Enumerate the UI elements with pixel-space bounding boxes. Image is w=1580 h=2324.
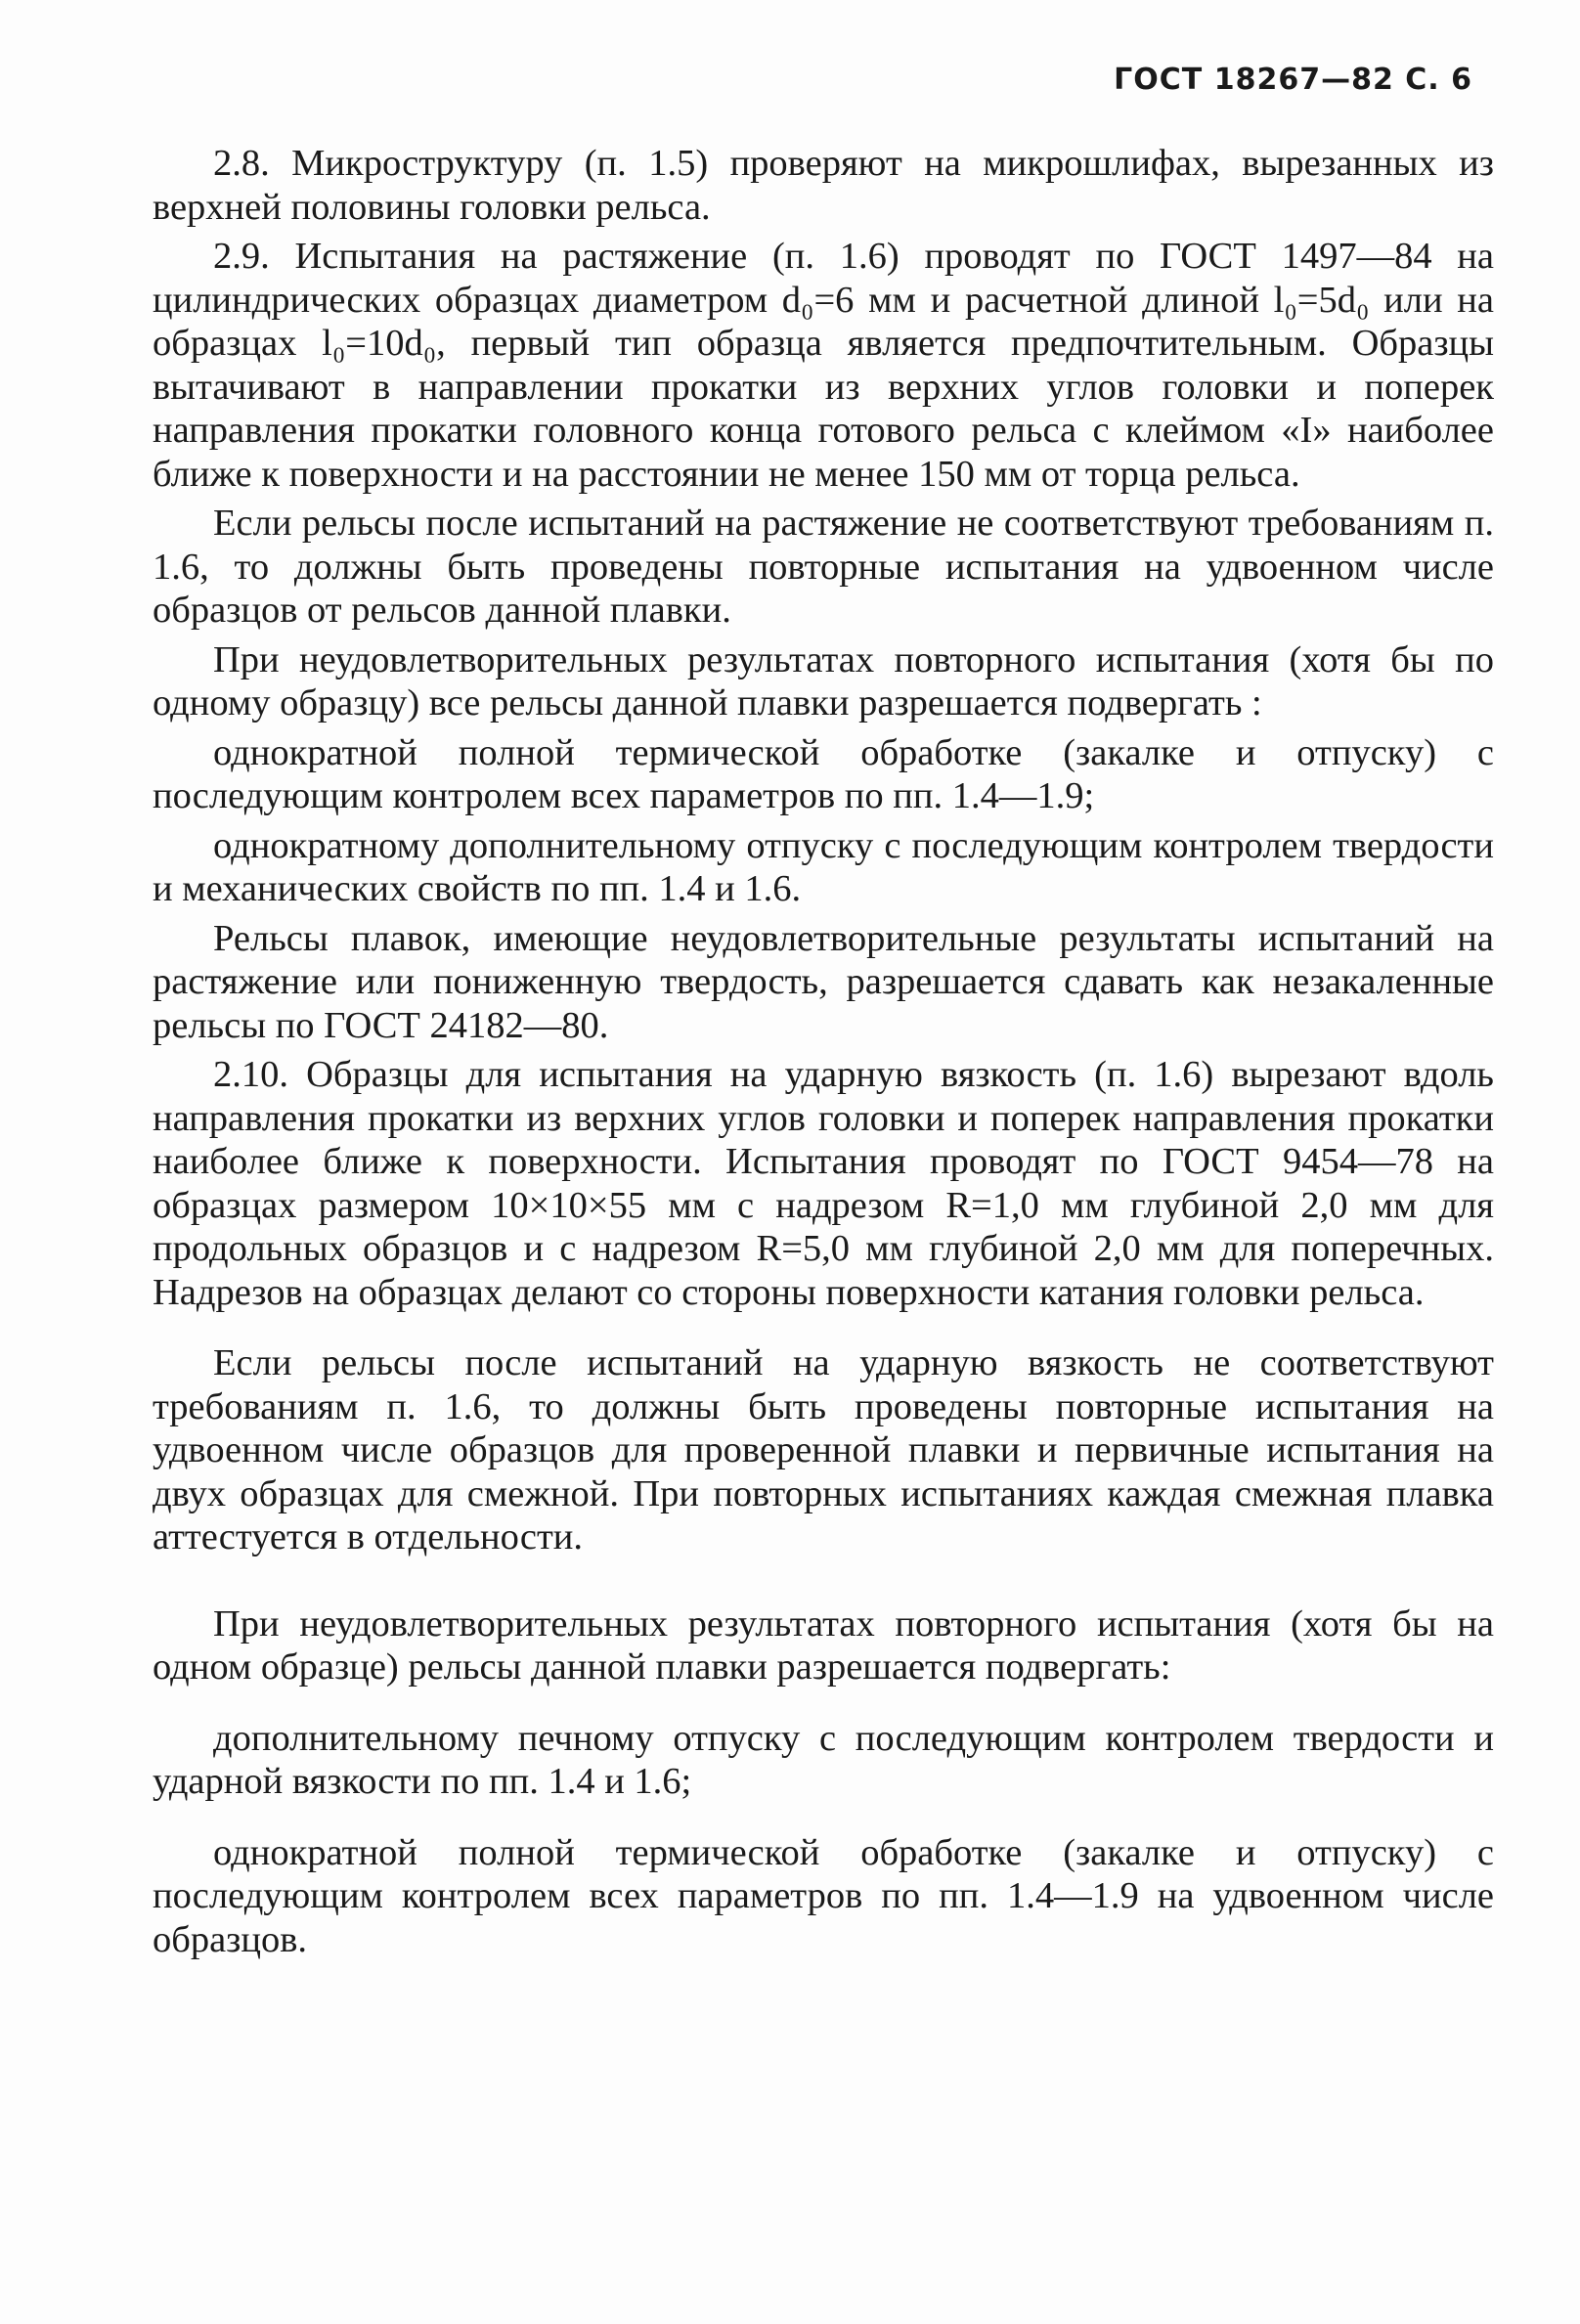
- paragraph: Если рельсы после испытаний на растяжение не соответствуют требованиям п. 1.6, то должны быть проведены повторные испытания на удвоенном числе образцов от рельсов данной плавки.: [153, 503, 1494, 631]
- paragraph-2-9: 2.9. Испытания на растяжение (п. 1.6) проводят по ГОСТ 1497—84 на цилиндрических образцах диаметром d₀=6 мм и расчетной длиной l₀=5d₀ или на образцах l₀=10d₀, первый тип образца является предпочтительным. Образцы вытачивают в направлении прокатки из верхних углов головки и поперек направления прокатки головного конца готового рельса с клеймом «I» наиболее ближе к поверхности и на расстоянии не менее 150 мм от торца рельса.: [153, 236, 1494, 495]
- paragraph: Если рельсы после испытаний на ударную вязкость не соответствуют требованиям п. 1.6, то должны быть проведены повторные испытания на удвоенном числе образцов для проверенной плавки и первичные испытания на двух образцах для смежной. При повторных испытаниях каждая смежная плавка аттестуется в отдельности.: [153, 1342, 1494, 1557]
- paragraph-2-10: 2.10. Образцы для испытания на ударную вязкость (п. 1.6) вырезают вдоль направления прокатки из верхних углов головки и поперек направления прокатки наиболее ближе к поверхности. Испытания проводят по ГОСТ 9454—78 на образцах размером 10×10×55 мм с надрезом R=1,0 мм глубиной 2,0 мм для продольных образцов и с надрезом R=5,0 мм глубиной 2,0 мм для поперечных. Надрезов на образцах делают со стороны поверхности катания головки рельса.: [153, 1054, 1494, 1313]
- list-item: однократной полной термической обработке (закалке и отпуску) с последующим контролем всех параметров по пп. 1.4—1.9 на удвоенном числе образцов.: [153, 1831, 1494, 1960]
- paragraph-2-8: 2.8. Микроструктуру (п. 1.5) проверяют на микрошлифах, вырезанных из верхней половины головки рельса.: [153, 143, 1494, 228]
- list-item: дополнительному печному отпуску с последующим контролем твердости и ударной вязкости по пп. 1.4 и 1.6;: [153, 1717, 1494, 1802]
- paragraph: При неудовлетворительных результатах повторного испытания (хотя бы на одном образце) рельсы данной плавки разрешается подвергать:: [153, 1602, 1494, 1688]
- body-text: [153, 132, 1494, 1961]
- paragraph: Рельсы плавок, имеющие неудовлетворительные результаты испытаний на растяжение или пониженную твердость, разрешается сдавать как незакаленные рельсы по ГОСТ 24182—80.: [153, 917, 1494, 1046]
- list-item: однократному дополнительному отпуску с последующим контролем твердости и механических свойств по пп. 1.4 и 1.6.: [153, 824, 1494, 909]
- paragraph: При неудовлетворительных результатах повторного испытания (хотя бы по одному образцу) все рельсы данной плавки разрешается подвергать :: [153, 638, 1494, 724]
- page-header: ГОСТ 18267—82 С. 6: [1114, 63, 1472, 97]
- list-item: однократной полной термической обработке (закалке и отпуску) с последующим контролем всех параметров по пп. 1.4—1.9;: [153, 731, 1494, 816]
